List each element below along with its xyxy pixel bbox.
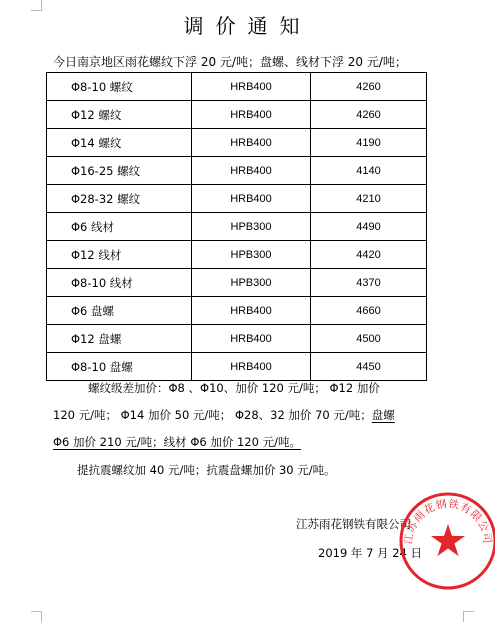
price-cell: 4500 [311, 325, 427, 353]
table-row [47, 353, 427, 381]
product-name-cell: Φ12 螺纹 [47, 101, 192, 129]
table-row [47, 73, 427, 101]
price-cell: 4260 [311, 73, 427, 101]
company-signature: 江苏雨花钢铁有限公司 [296, 517, 411, 531]
note-line-1: 螺纹级差加价：Φ8 、Φ10、加价 120 元/吨； Φ12 加价 [88, 381, 380, 395]
grade-cell: HRB400 [192, 353, 311, 381]
note-line-3: Φ6 加价 210 元/吨；线材 Φ6 加价 120 元/吨。 [53, 435, 301, 449]
grade-cell: HPB300 [192, 269, 311, 297]
table-row [47, 297, 427, 325]
company-seal [397, 490, 495, 592]
price-cell: 4370 [311, 269, 427, 297]
seal-star-icon [431, 524, 465, 556]
table-row [47, 269, 427, 297]
product-name-cell: Φ12 盘螺 [47, 325, 192, 353]
intro-text: 今日南京地区雨花螺纹下浮 20 元/吨；盘螺、线材下浮 20 元/吨； [53, 55, 407, 69]
product-name-cell: Φ8-10 线材 [47, 269, 192, 297]
price-cell: 4140 [311, 157, 427, 185]
grade-cell: HRB400 [192, 73, 311, 101]
price-table [46, 72, 427, 381]
price-cell: 4660 [311, 297, 427, 325]
signature-date: 2019 年 7 月 24 日 [318, 546, 422, 560]
page-corner-mark [463, 611, 474, 622]
grade-cell: HPB300 [192, 213, 311, 241]
price-cell: 4450 [311, 353, 427, 381]
table-row [47, 185, 427, 213]
product-name-cell: Φ6 线材 [47, 213, 192, 241]
price-cell: 4490 [311, 213, 427, 241]
grade-cell: HRB400 [192, 101, 311, 129]
price-cell: 4190 [311, 129, 427, 157]
product-name-cell: Φ8-10 螺纹 [47, 73, 192, 101]
grade-cell: HRB400 [192, 129, 311, 157]
table-row [47, 241, 427, 269]
note-line-2-underlined: 盘螺 [371, 408, 395, 422]
note-line-2 [53, 407, 395, 423]
product-name-cell: Φ28-32 螺纹 [47, 185, 192, 213]
grade-cell: HRB400 [192, 185, 311, 213]
product-name-cell: Φ14 螺纹 [47, 129, 192, 157]
price-cell: 4420 [311, 241, 427, 269]
table-row [47, 325, 427, 353]
page-corner-mark [31, 611, 42, 622]
note-line-2-text: 120 元/吨； Φ14 加价 50 元/吨； Φ28、32 加价 70 元/吨； [53, 408, 372, 422]
seal-text: 江苏雨花钢铁有限公司 [402, 498, 494, 546]
product-name-cell: Φ12 线材 [47, 241, 192, 269]
grade-cell: HRB400 [192, 297, 311, 325]
table-row [47, 101, 427, 129]
table-row [47, 157, 427, 185]
grade-cell: HPB300 [192, 241, 311, 269]
note-line-4: 提抗震螺纹加 40 元/吨；抗震盘螺加价 30 元/吨。 [77, 463, 336, 477]
table-row [47, 129, 427, 157]
price-cell: 4260 [311, 101, 427, 129]
grade-cell: HRB400 [192, 325, 311, 353]
table-row [47, 213, 427, 241]
price-cell: 4210 [311, 185, 427, 213]
grade-cell: HRB400 [192, 157, 311, 185]
document-title: 调价通知 [183, 14, 312, 38]
product-name-cell: Φ8-10 盘螺 [47, 353, 192, 381]
product-name-cell: Φ6 盘螺 [47, 297, 192, 325]
product-name-cell: Φ16-25 螺纹 [47, 157, 192, 185]
